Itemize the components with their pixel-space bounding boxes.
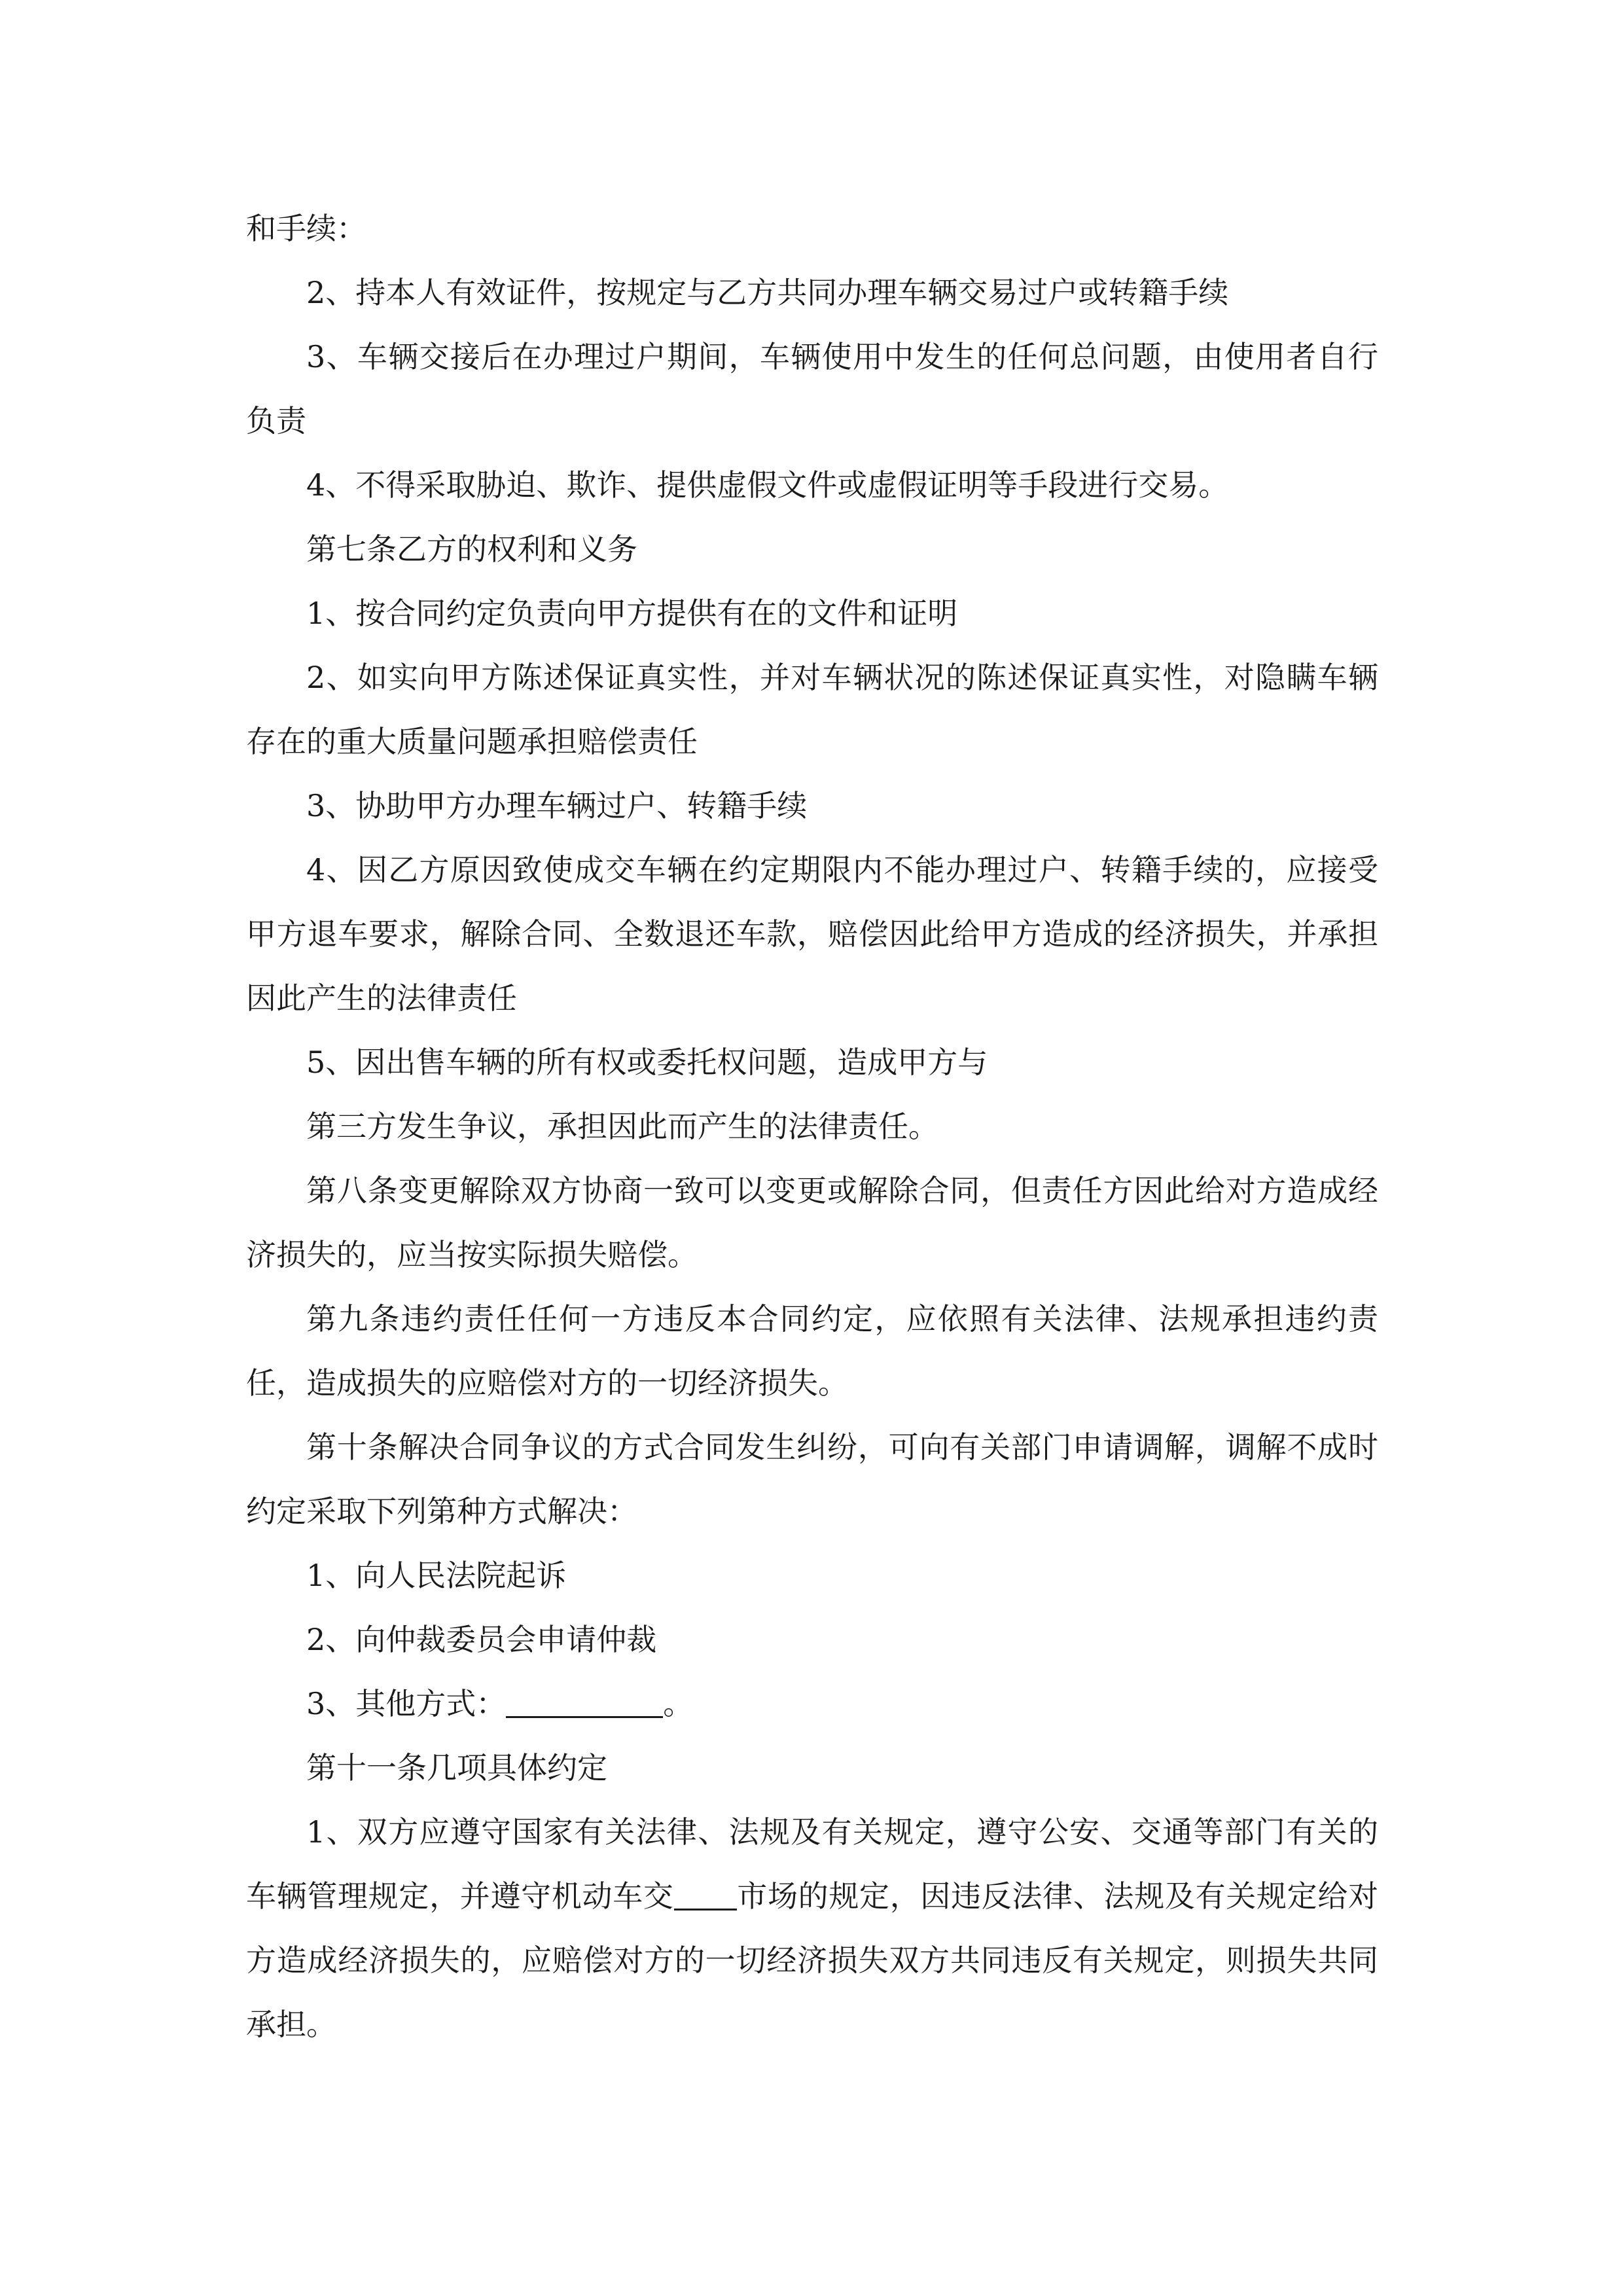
article-11-item-1-text-a: 1、双方应遵守国家有关法律、法规及有关规定，遵守公安、交通等部门有关的车辆管理规定，并遵守机动车交 xyxy=(246,1814,1378,1914)
other-method-blank[interactable] xyxy=(506,1686,663,1718)
article-10: 第十条解决合同争议的方式合同发生纠纷，可向有关部门申请调解，调解不成时约定采取下列第种方式解决： xyxy=(246,1429,1378,1529)
dispute-option-2: 2、向仲裁委员会申请仲裁 xyxy=(306,1622,657,1657)
document-body xyxy=(246,196,1378,2056)
dispute-option-1: 1、向人民法院起诉 xyxy=(306,1558,567,1593)
article-11-item-1-text-b: 市场的规定，因违反法律、法规及有关规定给对方造成经济损失的，应赔偿对方的一切经济损失双方共同违反有关规定，则损失共同承担。 xyxy=(246,1878,1379,2042)
other-method-label: 3、其他方式： xyxy=(306,1686,507,1721)
article-8: 第八条变更解除双方协商一致可以变更或解除合同，但责任方因此给对方造成经济损失的，应当按实际损失赔偿。 xyxy=(246,1173,1378,1272)
paragraph-party-b-item-3: 3、协助甲方办理车辆过户、转籍手续 xyxy=(306,788,808,823)
article-11-item-1 xyxy=(246,1800,1378,2056)
paragraph-party-b-item-2: 2、如实向甲方陈述保证真实性，并对车辆状况的陈述保证真实性，对隐瞒车辆存在的重大质量问题承担赔偿责任 xyxy=(246,660,1378,759)
article-11-title: 第十一条几项具体约定 xyxy=(306,1750,607,1785)
paragraph-party-a-item-4: 4、不得采取胁迫、欺诈、提供虚假文件或虚假证明等手段进行交易。 xyxy=(306,467,1229,503)
paragraph-continuation: 和手续： xyxy=(246,211,366,246)
paragraph-party-a-item-2: 2、持本人有效证件，按规定与乙方共同办理车辆交易过户或转籍手续 xyxy=(306,275,1229,310)
article-9: 第九条违约责任任何一方违反本合同约定，应依照有关法律、法规承担违约责任，造成损失的应赔偿对方的一切经济损失。 xyxy=(246,1301,1378,1401)
paragraph-party-b-item-4: 4、因乙方原因致使成交车辆在约定期限内不能办理过户、转籍手续的，应接受甲方退车要求，解除合同、全数退还车款，赔偿因此给甲方造成的经济损失，并承担因此产生的法律责任 xyxy=(246,852,1378,1016)
other-method-end: 。 xyxy=(663,1686,694,1721)
dispute-option-3 xyxy=(246,1672,1378,1736)
market-name-blank[interactable] xyxy=(674,1878,737,1910)
paragraph-party-b-item-1: 1、按合同约定负责向甲方提供有在的文件和证明 xyxy=(306,596,958,631)
paragraph-party-a-item-3: 3、车辆交接后在办理过户期间，车辆使用中发生的任何总问题，由使用者自行负责 xyxy=(246,339,1378,439)
paragraph-party-b-item-5-cont: 第三方发生争议，承担因此而产生的法律责任。 xyxy=(306,1109,938,1144)
article-7-title: 第七条乙方的权利和义务 xyxy=(306,531,637,567)
paragraph-party-b-item-5: 5、因出售车辆的所有权或委托权问题，造成甲方与 xyxy=(306,1045,988,1080)
